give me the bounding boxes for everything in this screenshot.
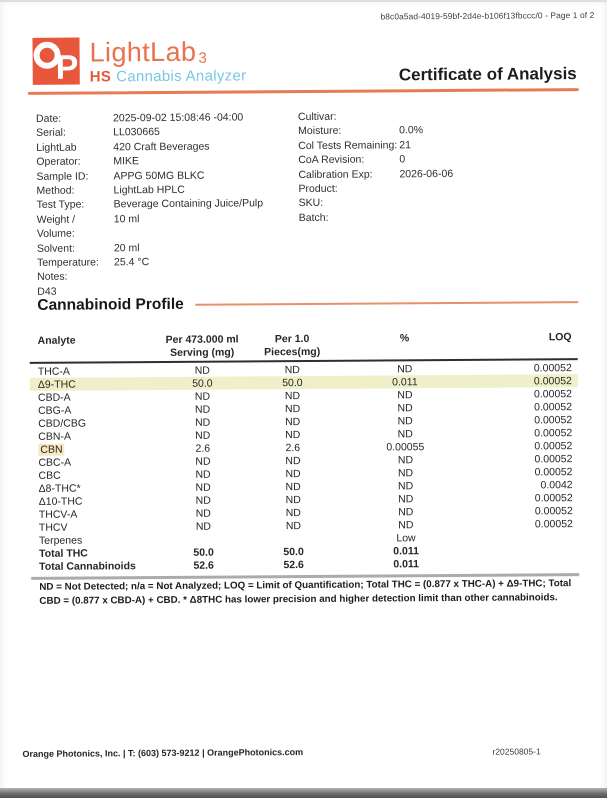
cell-loq: 0.00052 bbox=[533, 361, 572, 374]
metadata-value bbox=[400, 209, 564, 225]
metadata-label: Solvent: bbox=[36, 242, 75, 255]
metadata-value bbox=[114, 269, 289, 285]
metadata-label: Notes: bbox=[37, 271, 68, 284]
cell-percent: ND bbox=[397, 362, 413, 375]
cell-serving: ND bbox=[195, 481, 211, 494]
metadata-value: 2025-09-02 15:08:46 -04:00 bbox=[112, 111, 244, 125]
analyte-label: CBC-A bbox=[38, 456, 72, 469]
analyte-label: Δ9-THC bbox=[37, 378, 76, 391]
section-title: Cannabinoid Profile bbox=[37, 295, 184, 314]
cell-percent: ND bbox=[397, 388, 413, 401]
metadata-value: 0.0% bbox=[399, 124, 424, 137]
cannabinoid-table bbox=[30, 331, 580, 579]
cell-percent: ND bbox=[398, 518, 414, 531]
metadata-label: Product: bbox=[298, 182, 338, 196]
analyte-label: THCV bbox=[38, 521, 68, 534]
cell-loq: 0.00052 bbox=[534, 452, 573, 465]
cell-pieces: 50.0 bbox=[282, 376, 303, 389]
metadata-value: 10 ml bbox=[113, 212, 140, 226]
scan-bottom-edge bbox=[0, 788, 607, 798]
metadata-label: Serial: bbox=[36, 127, 66, 140]
metadata-row bbox=[299, 209, 564, 225]
metadata-value: APPG 50MG BLKC bbox=[113, 169, 205, 182]
analyte-label: CBG-A bbox=[38, 404, 72, 417]
section-heading bbox=[37, 293, 578, 315]
brand-subtitle-rest: Cannabis Analyzer bbox=[116, 67, 247, 85]
metadata-notes-value: D43 bbox=[37, 285, 57, 298]
cell-analyte bbox=[30, 378, 160, 391]
col-header-loq: LOQ bbox=[548, 331, 572, 344]
analyte-label: CBD-A bbox=[37, 391, 71, 404]
cell-percent: ND bbox=[397, 414, 413, 427]
cell-percent: Low bbox=[396, 531, 416, 544]
footer-contact: Orange Photonics, Inc. | T: (603) 573-9212 | OrangePhotonics.com bbox=[22, 747, 304, 759]
metadata-label: LightLab bbox=[36, 141, 77, 154]
cell-serving: ND bbox=[194, 403, 211, 416]
cell-pieces: ND bbox=[285, 506, 301, 519]
cell-pieces: 2.6 bbox=[285, 441, 301, 454]
metadata-label: Test Type: bbox=[36, 198, 85, 212]
cell-pieces: ND bbox=[284, 363, 300, 376]
analyte-label: Total THC bbox=[39, 547, 88, 560]
metadata-label: Batch: bbox=[298, 211, 329, 224]
cell-loq: 0.0042 bbox=[540, 478, 573, 491]
cell-percent: ND bbox=[398, 505, 414, 518]
document-id: b8c0a5ad-4019-59bf-2d4e-b106f13fbccc/0 - Page 1 of 2 bbox=[380, 9, 595, 22]
cell-percent: ND bbox=[397, 453, 414, 466]
cell-percent: 0.011 bbox=[393, 544, 419, 557]
brand-subtitle-hs: HS bbox=[89, 68, 112, 86]
metadata-value bbox=[399, 108, 563, 124]
brand-name bbox=[89, 37, 246, 68]
cell-percent: ND bbox=[398, 492, 414, 505]
cell-analyte bbox=[30, 430, 160, 443]
metadata-value: 2026-06-06 bbox=[399, 167, 454, 180]
cell-percent: 0.011 bbox=[393, 557, 420, 570]
cell-loq bbox=[471, 563, 579, 564]
metadata-value: Beverage Containing Juice/Pulp bbox=[113, 197, 264, 211]
cell-serving: ND bbox=[194, 390, 211, 403]
cell-percent: 0.00055 bbox=[386, 440, 425, 453]
metadata-row bbox=[37, 269, 289, 285]
page-title: Certificate of Analysis bbox=[398, 64, 577, 85]
cell-analyte bbox=[30, 469, 160, 482]
brand-model-number: 3 bbox=[198, 49, 208, 67]
cell-loq: 0.00052 bbox=[534, 465, 573, 478]
cell-loq bbox=[471, 537, 579, 538]
metadata-label: Date: bbox=[35, 112, 62, 125]
cell-serving: ND bbox=[195, 507, 211, 520]
cell-pieces: 52.6 bbox=[283, 558, 304, 571]
cell-analyte bbox=[31, 507, 161, 520]
col-header-pieces-line1: Per 1.0 bbox=[274, 332, 310, 346]
cell-loq: 0.00052 bbox=[534, 413, 573, 426]
cell-pieces: ND bbox=[284, 402, 301, 415]
col-header-percent: % bbox=[399, 332, 410, 345]
analyte-label: CBD/CBG bbox=[38, 417, 87, 430]
cell-loq: 0.00052 bbox=[534, 517, 573, 530]
metadata-value: 25.4 °C bbox=[113, 256, 150, 269]
metadata-left-column bbox=[36, 110, 289, 299]
cell-pieces: ND bbox=[285, 454, 301, 467]
cell-loq: 0.00052 bbox=[533, 387, 573, 400]
section-divider bbox=[196, 301, 579, 305]
cell-analyte bbox=[30, 417, 160, 430]
metadata-label: Operator: bbox=[36, 155, 81, 169]
cell-serving: ND bbox=[195, 416, 211, 429]
cell-serving bbox=[161, 539, 246, 540]
brand-text bbox=[89, 36, 246, 85]
analyte-label: CBN-A bbox=[38, 430, 71, 443]
cell-serving: ND bbox=[195, 455, 211, 468]
metadata-label: CoA Revision: bbox=[298, 153, 365, 167]
cell-serving: ND bbox=[195, 468, 211, 481]
cell-analyte bbox=[30, 365, 160, 378]
table-body bbox=[30, 361, 579, 573]
cell-analyte bbox=[31, 494, 161, 507]
cell-serving: ND bbox=[195, 494, 211, 507]
footer-revision: r20250805-1 bbox=[492, 746, 541, 757]
table-header-row bbox=[30, 331, 578, 360]
cell-serving: 50.0 bbox=[193, 546, 214, 559]
metadata-value: 0 bbox=[399, 153, 406, 166]
cell-pieces: ND bbox=[285, 428, 301, 441]
cell-loq: 0.00052 bbox=[534, 426, 573, 439]
header-divider bbox=[28, 88, 579, 94]
analyte-label: Terpenes bbox=[38, 534, 83, 547]
cell-percent: 0.011 bbox=[392, 375, 418, 388]
col-header-pieces-line2: Pieces(mg) bbox=[264, 345, 321, 358]
col-header-pieces bbox=[245, 333, 340, 359]
cell-serving: ND bbox=[195, 429, 211, 442]
cell-loq bbox=[471, 550, 579, 551]
orange-photonics-logo-icon bbox=[32, 38, 79, 85]
cell-serving: 50.0 bbox=[192, 377, 213, 390]
cell-pieces: ND bbox=[284, 389, 301, 402]
brand-name-text: LightLab bbox=[89, 36, 197, 68]
cell-analyte bbox=[30, 404, 160, 417]
scan-top-edge bbox=[0, 0, 607, 2]
analyte-label: CBC bbox=[38, 469, 61, 482]
cell-serving: 2.6 bbox=[195, 442, 211, 455]
cell-analyte bbox=[31, 559, 161, 572]
metadata-label: Moisture: bbox=[298, 125, 342, 138]
metadata-row bbox=[37, 211, 289, 242]
cell-percent: ND bbox=[397, 466, 414, 479]
cell-serving: ND bbox=[195, 520, 212, 533]
page-footer bbox=[22, 745, 589, 763]
analyte-label: Total Cannabinoids bbox=[39, 559, 136, 573]
metadata-label: SKU: bbox=[298, 197, 324, 210]
cell-analyte bbox=[31, 481, 161, 494]
metadata-label: Cultivar: bbox=[297, 110, 337, 124]
cell-serving: 52.6 bbox=[193, 559, 214, 572]
metadata-right-column bbox=[298, 108, 564, 225]
cell-analyte bbox=[30, 456, 160, 469]
metadata-label: Calibration Exp: bbox=[298, 168, 373, 181]
metadata-value bbox=[399, 180, 563, 196]
col-header-analyte: Analyte bbox=[37, 334, 76, 347]
metadata-value: LightLab HPLC bbox=[113, 183, 185, 197]
analyte-label: THC-A bbox=[37, 365, 70, 378]
metadata-value: LL030665 bbox=[113, 126, 160, 139]
cell-pieces bbox=[246, 538, 341, 539]
metadata-value: 20 ml bbox=[113, 241, 140, 254]
lightlab-logo bbox=[32, 36, 246, 85]
metadata-value: 420 Craft Beverages bbox=[113, 140, 210, 154]
cell-analyte bbox=[31, 533, 161, 546]
cell-pieces: ND bbox=[285, 415, 301, 428]
cell-loq: 0.00052 bbox=[534, 400, 573, 413]
metadata-label: Method: bbox=[36, 184, 75, 197]
analyte-label: THCV-A bbox=[38, 508, 78, 521]
cell-percent: ND bbox=[397, 401, 413, 414]
cell-pieces: ND bbox=[285, 467, 301, 480]
col-header-serving-line2: Serving (mg) bbox=[170, 345, 235, 359]
metadata-value: MIKE bbox=[113, 155, 140, 168]
cell-analyte bbox=[31, 546, 161, 559]
analyte-label: Δ10-THC bbox=[38, 495, 83, 508]
cell-percent: ND bbox=[397, 479, 414, 492]
metadata-label: Col Tests Remaining: bbox=[298, 139, 398, 152]
col-header-serving bbox=[160, 333, 245, 359]
cell-pieces: ND bbox=[285, 519, 302, 532]
cell-loq: 0.00052 bbox=[533, 374, 572, 387]
cell-percent: ND bbox=[397, 427, 413, 440]
cell-analyte bbox=[30, 443, 160, 456]
cell-analyte bbox=[30, 391, 160, 404]
cell-loq: 0.00052 bbox=[534, 491, 573, 504]
metadata-label: Weight / Volume: bbox=[36, 213, 76, 241]
cell-serving: ND bbox=[194, 364, 210, 377]
metadata-value bbox=[400, 195, 564, 211]
col-header-serving-line1: Per 473.000 ml bbox=[165, 333, 239, 346]
cell-pieces: 50.0 bbox=[283, 545, 304, 558]
brand-subtitle bbox=[90, 67, 247, 85]
analyte-label: CBN bbox=[40, 443, 63, 456]
cell-pieces: ND bbox=[285, 493, 301, 506]
cell-pieces: ND bbox=[285, 480, 301, 493]
cell-loq: 0.00052 bbox=[534, 439, 573, 452]
metadata-label: Sample ID: bbox=[36, 170, 89, 183]
analyte-label: Δ8-THC* bbox=[38, 482, 81, 495]
metadata-value: 21 bbox=[399, 139, 411, 152]
table-footnote: ND = Not Detected; n/a = Not Analyzed; LOQ = Limit of Quantification; Total THC = (0.877 x THC-A) + Δ9-THC; Total CBD = (0.877 x CBD-A) + CBD. * Δ8THC has lower precision and higher detection limit than other cannabinoids. bbox=[39, 578, 572, 607]
metadata-label: Temperature: bbox=[37, 256, 99, 269]
cell-analyte bbox=[31, 520, 161, 533]
logo-p-letter: P bbox=[55, 48, 79, 87]
cell-loq: 0.00052 bbox=[534, 504, 573, 517]
